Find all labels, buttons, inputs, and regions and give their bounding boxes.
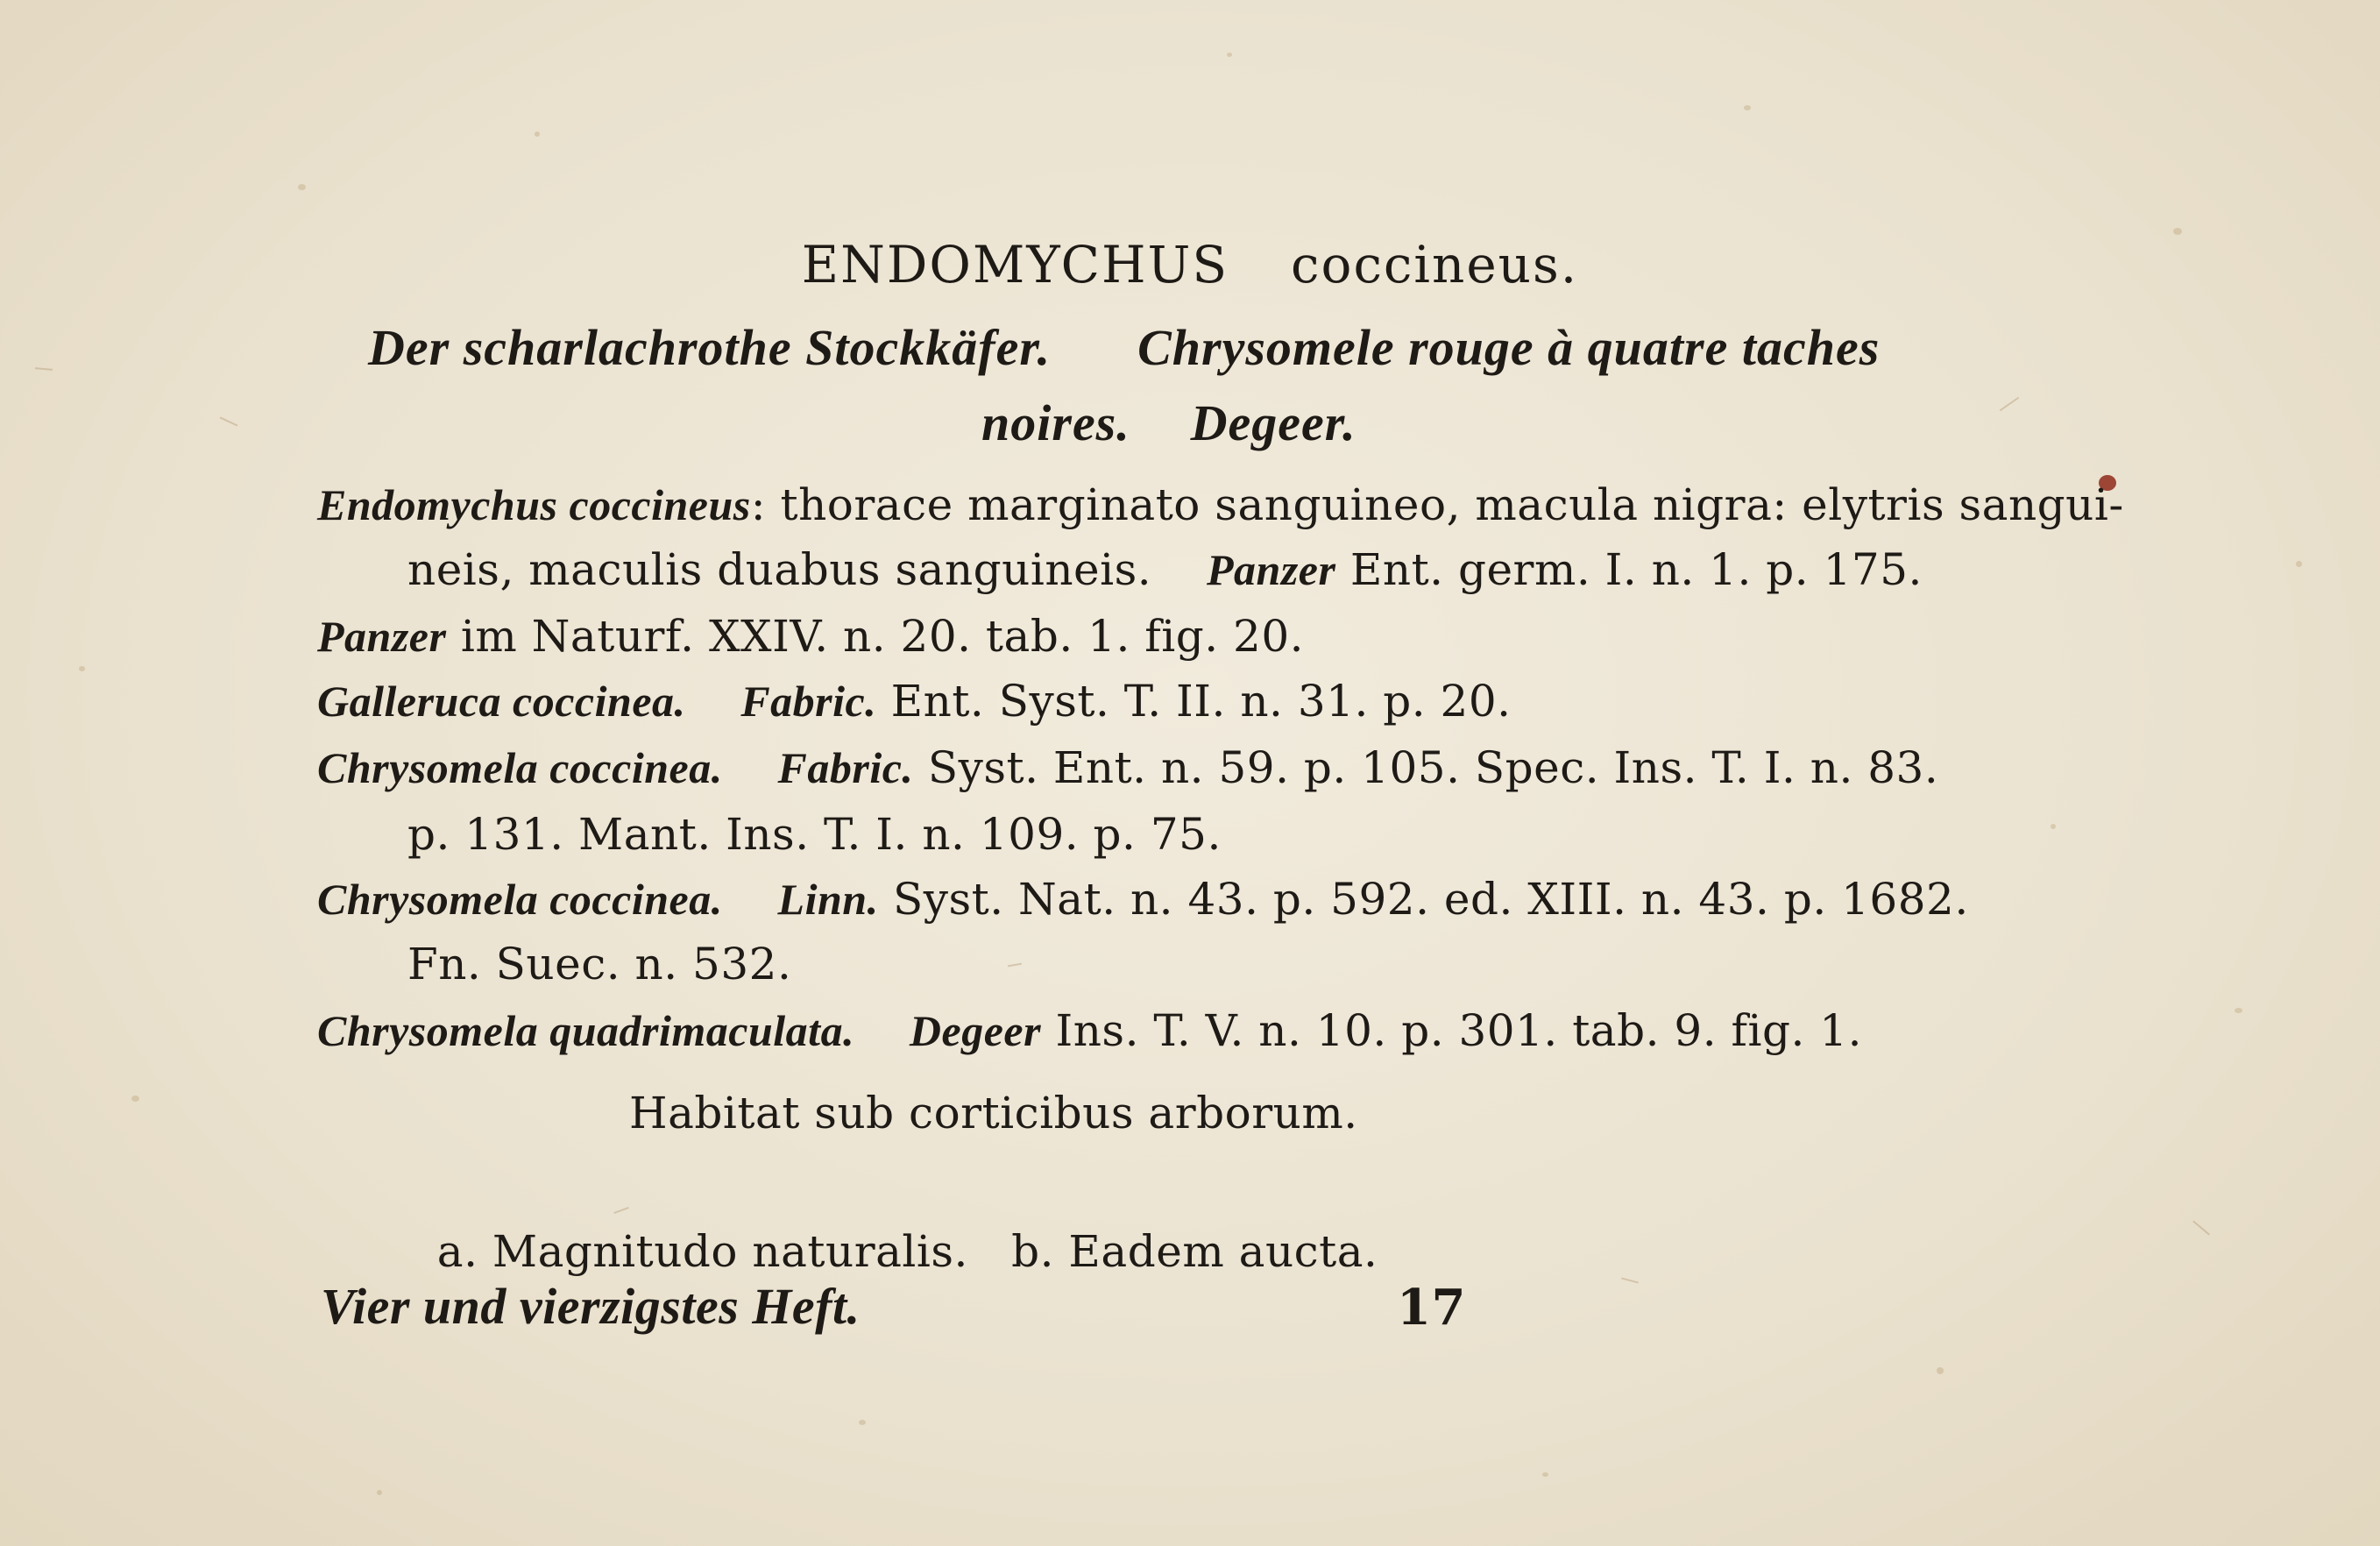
entry-text-cont: Fn. Suec. n. 532. (407, 939, 792, 989)
entry-author: Linn. (777, 875, 879, 924)
entry-text-cont: p. 131. Mant. Ins. T. I. n. 109. p. 75. (407, 809, 1222, 860)
entry-text-cont: neis, maculis duabus sanguineis. (407, 544, 1152, 595)
synonym-entry-3 (317, 675, 1512, 727)
figure-caption-text: a. Magnitudo naturalis. b. Eadem aucta. (436, 1226, 1378, 1277)
page-number (1397, 1279, 1466, 1337)
habitat-text: Habitat sub corticibus arborum. (629, 1088, 1358, 1138)
entry-author: Degeer (909, 1006, 1042, 1055)
entry-text: im Naturf. XXIV. n. 20. tab. 1. fig. 20. (460, 611, 1305, 662)
entry-reference: Ent. germ. I. n. 1. p. 175. (1349, 544, 1923, 595)
taxon-name: Galleruca coccinea. (317, 677, 686, 726)
subtitle-line-1 (368, 321, 1880, 374)
genus-name: ENDOMYCHUS (801, 235, 1229, 294)
entry-text: Ins. T. V. n. 10. p. 301. tab. 9. fig. 1. (1055, 1005, 1863, 1056)
entry-author: Fabric. (740, 677, 877, 726)
subtitle-line-2 (981, 396, 1356, 450)
synonym-entry-6 (317, 1004, 1862, 1057)
french-common-name: Chrysomele rouge à quatre taches (1137, 319, 1881, 376)
synonym-entry-4 (317, 741, 1938, 794)
french-common-name-cont: noires. (981, 394, 1130, 451)
entry-author: Panzer (1207, 545, 1336, 594)
synonym-entry-5-cont (407, 938, 791, 990)
synonym-entry-1 (317, 479, 2124, 531)
synonym-entry-5 (317, 873, 1969, 925)
habitat-note (629, 1087, 1358, 1139)
issue-label: Vier und vierzigstes Heft. (321, 1278, 861, 1335)
figure-caption (408, 1173, 1378, 1278)
entry-author: Fabric. (777, 743, 914, 792)
page-title (0, 235, 2380, 294)
page-number-text: 17 (1397, 1279, 1466, 1337)
species-name: coccineus. (1291, 235, 1579, 294)
entry-text: Syst. Ent. n. 59. p. 105. Spec. Ins. T. I. n. 83. (927, 742, 1939, 793)
synonym-entry-1-cont (407, 543, 1923, 596)
taxon-name: Endomychus coccineus (317, 480, 751, 529)
subtitle-author: Degeer. (1190, 394, 1356, 451)
synonym-entry-4-cont (407, 808, 1222, 861)
german-common-name: Der scharlachrothe Stockkäfer. (368, 319, 1052, 376)
footer-issue (321, 1280, 861, 1333)
entry-text: Ent. Syst. T. II. n. 31. p. 20. (890, 676, 1512, 727)
entry-text: : thorace marginato sanguineo, macula nigra: elytris sangui- (750, 479, 2124, 530)
entry-text: Syst. Nat. n. 43. p. 592. ed. XIII. n. 43. p. 1682. (893, 874, 1969, 925)
taxon-name: Chrysomela quadrimaculata. (317, 1006, 855, 1055)
taxon-name: Panzer (317, 612, 447, 661)
synonym-entry-2 (317, 610, 1304, 663)
taxon-name: Chrysomela coccinea. (317, 743, 723, 792)
taxon-name: Chrysomela coccinea. (317, 875, 723, 924)
